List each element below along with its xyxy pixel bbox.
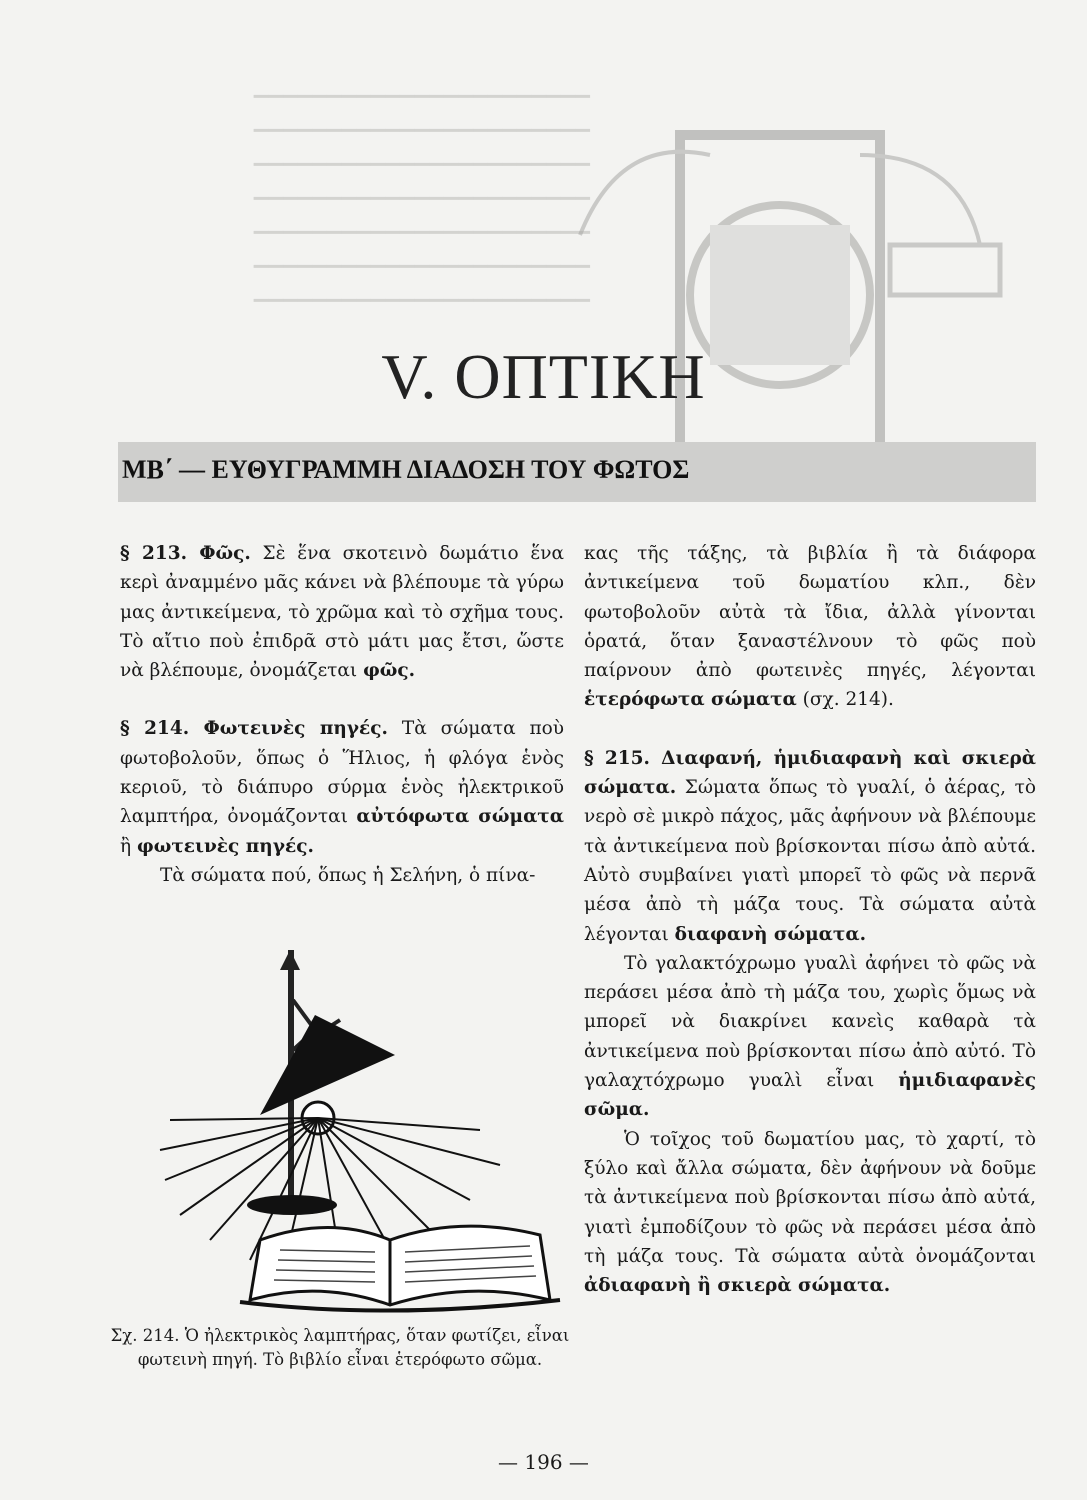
paragraph-214-second: Τὰ σώματα πού, ὅπως ἡ Σελήνη, ὁ πίνα- [160, 864, 536, 886]
figure-caption: Σχ. 214. Ὁ ἠλεκτρικὸς λαμπτήρας, ὅταν φωτίζει, εἶναι φωτεινὴ πηγή. Τὸ βιβλίο εἶναι ἑτερόφωτο σῶμα. [110, 1326, 570, 1369]
term-self-luminous: αὐτόφωτα σώματα [356, 806, 564, 828]
lamp-and-book-figure [140, 940, 570, 1320]
term-light: φῶς. [363, 660, 416, 682]
bleed-through-figure [560, 95, 1040, 475]
right-column [584, 539, 1036, 1300]
paragraph-215-third: Ὁ τοῖχος τοῦ δωματίου μας, τὸ χαρτί, τὸ ξύλο καὶ ἄλλα σώματα, δὲν ἀφήνουν νὰ δοῦμε τὰ ἀντικείμενα ποὺ βρίσκονται πίσω ἀπὸ αὐτά, γιατὶ ἐμποδίζουν τὸ φῶς νὰ περάσει μέσα ἀπὸ τὴ μάζα τους. Τὰ σώματα αὐτὰ ὀνομάζονται ἀδιαφανὴ ἢ σκιερὰ σώματα. [584, 1128, 1036, 1297]
paragraph-214: § 214. Φωτεινὲς πηγές. Τὰ σώματα ποὺ φωτοβολοῦν, ὅπως ὁ Ἥλιος, ἡ φλόγα ἑνὸς κεριοῦ, τὸ διάπυρο σύρμα ἑνὸς ἠλεκτρικοῦ λαμπτήρα, ὀνομάζονται αὐτόφωτα σώματα ἢ φωτεινὲς πηγές. [120, 718, 564, 857]
section-title: ΜΒ΄ — ΕΥΘΥΓΡΑΜΜΗ ΔΙΑΔΟΣΗ ΤΟΥ ΦΩΤΟΣ [122, 455, 690, 484]
paragraph-214-heading: § 214. Φωτεινὲς πηγές. [120, 718, 388, 740]
term-transparent: διαφανὴ σώματα. [674, 923, 867, 945]
term-opaque: ἀδιαφανὴ ἢ σκιερὰ σώματα. [584, 1275, 891, 1297]
paragraph-213: § 213. Φῶς. Σὲ ἕνα σκοτεινὸ δωμάτιο ἕνα κερὶ ἀναμμένο μᾶς κάνει νὰ βλέπουμε τὰ γύρω μας ἀντικείμενα, τὸ χρῶμα καὶ τὸ σχῆμα τους. Τὸ αἴτιο ποὺ ἐπιδρᾶ στὸ μάτι μας ἔτσι, ὥστε νὰ βλέπουμε, ὀνομάζεται φῶς. [120, 543, 564, 682]
paragraph-213-heading: § 213. Φῶς. [120, 543, 251, 564]
paragraph-215-second: Τὸ γαλακτόχρωμο γυαλὶ ἀφήνει τὸ φῶς νὰ περάσει μέσα ἀπὸ τὴ μάζα του, χωρὶς ὅμως νὰ μπορεῖ νὰ διακρίνει κανεὶς καθαρὰ τὰ ἀντικείμενα ποὺ βρίσκονται πίσω ἀπὸ αὐτό. Τὸ γαλαχτόχρωμο γυαλὶ εἶναι ἡμιδιαφανὲς σῶμα. [584, 952, 1036, 1121]
paragraph-215: § 215. Διαφανή, ἡμιδιαφανὴ καὶ σκιερὰ σώματα. Σώματα ὅπως τὸ γυαλί, ὁ ἀέρας, τὸ νερὸ σὲ μικρὸ πάχος, μᾶς ἀφήνουν νὰ βλέπουμε τὰ ἀντικείμενα ποὺ βρίσκονται πίσω ἀπὸ αὐτά. Αὐτὸ συμβαίνει γιατὶ μπορεῖ τὸ φῶς νὰ περνᾶ μέσα ἀπὸ τὴ μάζα τους. Τὰ σώματα αὐτὰ λέγονται διαφανὴ σώματα. [584, 747, 1036, 945]
page-number: — 196 — [498, 1450, 589, 1474]
paragraph-214-continued: κας τῆς τάξης, τὰ βιβλία ἢ τὰ διάφορα ἀντικείμενα τοῦ δωματίου κλπ., δὲν φωτοβολοῦν αὐτὰ τὰ ἴδια, ἀλλὰ γίνονται ὁρατά, ὅταν ξαναστέλνουν τὸ φῶς ποὺ παίρνουν ἀπὸ φωτεινὲς πηγές, λέγονται ἑτερόφωτα σώματα (σχ. 214). [584, 543, 1036, 711]
bleed-through-text: ▁▁▁▁▁▁▁▁▁▁▁▁▁▁▁▁▁▁▁▁▁▁▁ ▁▁▁▁▁▁▁▁▁▁▁▁▁▁▁▁▁▁▁▁▁▁▁ ▁▁▁▁▁▁▁▁▁▁▁▁▁▁▁▁▁▁▁▁▁▁▁ ▁▁▁▁▁▁▁▁▁▁▁▁▁▁▁▁▁▁▁▁▁▁▁ ▁▁▁▁▁▁▁▁▁▁▁▁▁▁▁▁▁▁▁▁▁▁▁ ▁▁▁▁▁▁▁▁▁▁▁▁▁▁▁▁▁▁▁▁▁▁▁ ▁▁▁▁▁▁▁▁▁▁▁▁▁▁▁▁▁▁▁▁▁▁▁ [253, 76, 590, 302]
left-column [120, 539, 564, 890]
term-translucent: ἡμιδιαφανὲς σῶμα. [584, 1070, 1036, 1121]
chapter-title: V. ΟΠΤΙΚΗ [381, 341, 706, 412]
term-non-luminous: ἑτερόφωτα σώματα [584, 689, 797, 711]
paragraph-215-heading: § 215. Διαφανή, ἡμιδιαφανὴ καὶ σκιερὰ σώματα. [584, 747, 1036, 799]
term-light-sources: φωτεινὲς πηγές. [136, 835, 314, 857]
